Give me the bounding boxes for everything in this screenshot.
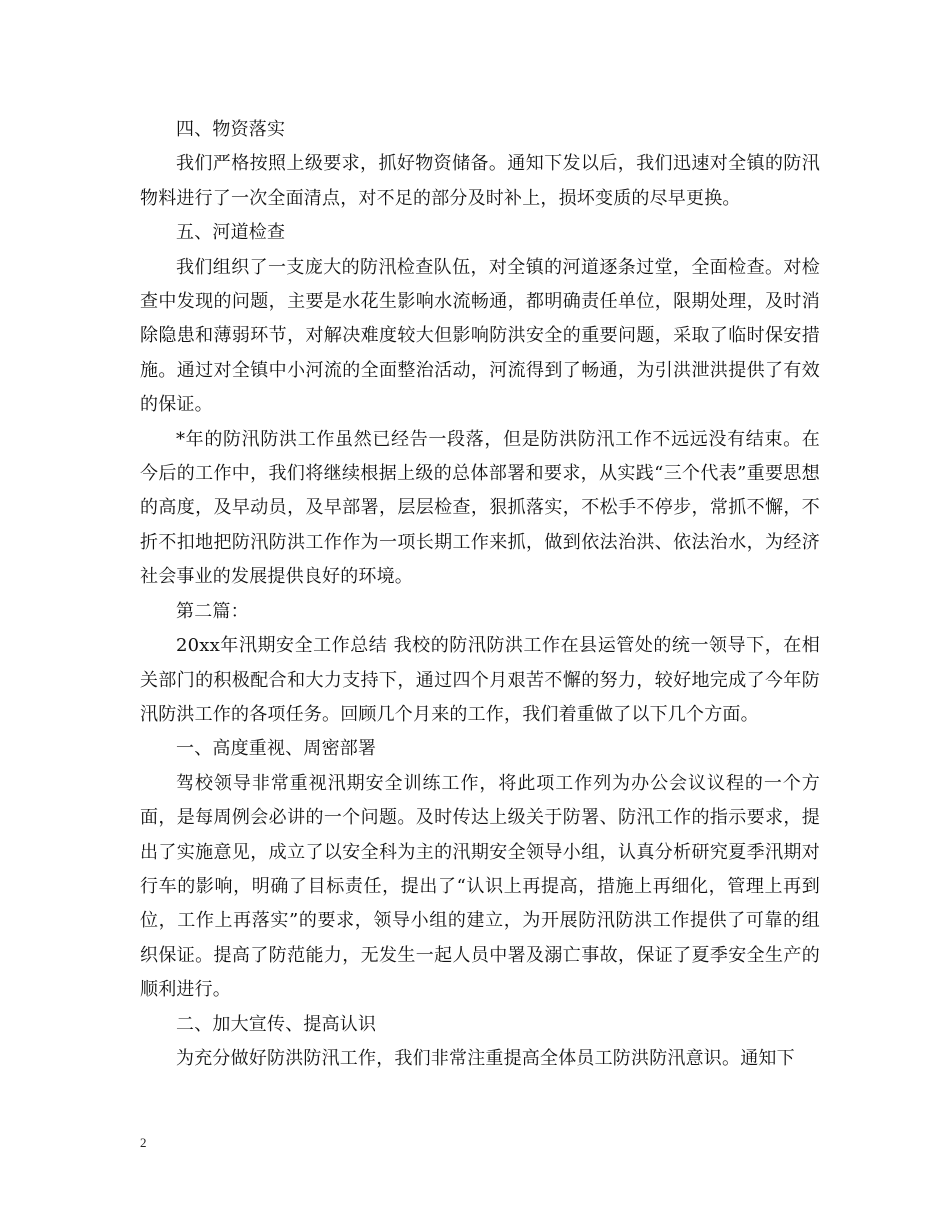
section-heading-supplies: 四、物资落实 xyxy=(176,119,286,140)
section-heading-leadership: 一、高度重视、周密部署 xyxy=(176,738,377,760)
section-heading-publicity: 二、加大宣传、提高认识 xyxy=(176,1013,377,1035)
paragraph-supplies: 我们严格按照上级要求，抓好物资储备。通知下发以后，我们迅速对全镇的防汛物料进行了一次全面清点，对不足的部分及时补上，损坏变质的尽早更换。 xyxy=(140,153,820,209)
paragraph-conclusion: *年的防汛防洪工作虽然已经告一段落，但是防洪防汛工作不远远没有结束。在今后的工作中，我们将继续根据上级的总体部署和要求，从实践“三个代表”重要思想的高度，及早动员，及早部署，层层检查，狠抓落实，不松手不停步，常抓不懈，不折不扣地把防汛防洪工作作为一项长期工作来抓，做到依法治洪、依法治水，为经济社会事业的发展提供良好的环境。 xyxy=(140,428,820,588)
paragraph-publicity: 为充分做好防洪防汛工作，我们非常注重提高全体员工防洪防汛意识。通知下 xyxy=(176,1047,795,1069)
page-number: 2 xyxy=(140,1135,147,1150)
section-heading-river-inspection: 五、河道检查 xyxy=(176,222,286,244)
paragraph-leadership: 驾校领导非常重视汛期安全训练工作，将此项工作列为办公会议议程的一个方面，是每周例会必讲的一个问题。及时传达上级关于防署、防汛工作的指示要求，提出了实施意见，成立了以安全科为主的汛期安全领导小组，认真分析研究夏季汛期对行车的影响，明确了目标责任，提出了“认识上再提高，措施上再细化，管理上再到位，工作上再落实”的要求，领导小组的建立，为开展防汛防洪工作提供了可靠的组织保证。提高了防范能力，无发生一起人员中署及溺亡事故，保证了夏季安全生产的顺利进行。 xyxy=(140,772,820,1001)
paragraph-part-two-intro: 20xx年汛期安全工作总结 我校的防汛防洪工作在县运管处的统一领导下，在相关部门的积极配合和大力支持下，通过四个月艰苦不懈的努力，较好地完成了今年防汛防洪工作的各项任务。回顾几个月来的工作，我们着重做了以下几个方面。 xyxy=(140,635,820,725)
document-body xyxy=(140,113,820,1076)
part-two-heading: 第二篇： xyxy=(176,600,249,622)
paragraph-river-inspection: 我们组织了一支庞大的防汛检查队伍，对全镇的河道逐条过堂，全面检查。对检查中发现的问题，主要是水花生影响水流畅通，都明确责任单位，限期处理，及时消除隐患和薄弱环节，对解决难度较大但影响防洪安全的重要问题，采取了临时保安措施。通过对全镇中小河流的全面整治活动，河流得到了畅通，为引洪泄洪提供了有效的保证。 xyxy=(140,256,820,416)
